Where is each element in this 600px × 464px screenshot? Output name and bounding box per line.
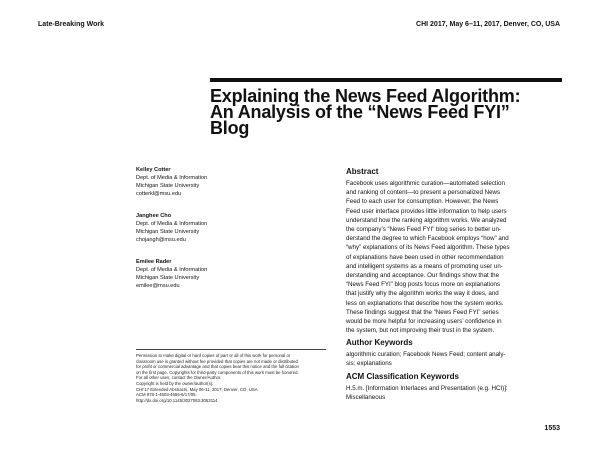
abstract-line: Feed user interface provides little information to help users: [346, 207, 507, 215]
author-block: [136, 212, 296, 244]
title-line: Blog: [210, 118, 250, 138]
acm-line: H.5.m. [Information Interlaces and Presentation (e.g. HCI)]:: [346, 385, 508, 392]
author-keywords-section: [346, 338, 561, 368]
abstract-line: the company’s “News Feed FYI” blog series to better un-: [346, 226, 501, 234]
abstract-line: the system, but not improving their trust in the system.: [346, 327, 495, 335]
abstract-line: derstanding and acceptance. Our findings show that the: [346, 272, 500, 280]
abstract-line: Facebook uses algorithmic curation—automated selection: [346, 180, 505, 187]
abstract-section: [346, 167, 561, 335]
author-block: [136, 258, 296, 290]
acm-line: Miscellaneous: [346, 394, 386, 402]
author-university: Michigan State University: [136, 183, 200, 189]
abstract-line: would be more helpful for increasing users’ confidence in: [346, 318, 502, 326]
author-block: [136, 166, 296, 198]
author-university: Michigan State University: [136, 229, 200, 235]
abstract-line: “why” explanations of its News Feed algorithm. These types: [346, 244, 510, 252]
title-line: An Analysis of the “News Feed FYI”: [210, 102, 510, 122]
abstract-line: Feed to each user for consumption. However, the News: [346, 198, 499, 206]
abstract-heading: Abstract: [346, 167, 379, 176]
author-name: Kelley Cotter: [136, 167, 171, 173]
permission-line: Copyright is held by the owner/author(s).: [136, 380, 214, 386]
permission-line: Permission to make digital or hard copies of part or all of this work for personal or: [136, 353, 291, 358]
abstract-line: of explanations have been used in other recommendation: [346, 253, 504, 261]
author-university: Michigan State University: [136, 275, 200, 281]
keywords-line: algorithmic curation; Facebook News Feed; content analy-: [346, 351, 506, 358]
title-line: Explaining the News Feed Algorithm:: [210, 86, 521, 106]
permission-line: classroom use is granted without fee provided that copies are not made or distributed: [136, 358, 298, 364]
running-header-right: CHI 2017, May 6–11, 2017, Denver, CO, USA: [416, 21, 560, 28]
acm-keywords-heading: ACM Classification Keywords: [346, 372, 459, 381]
author-email: chojangh@msu.edu: [136, 237, 186, 243]
abstract-line: that justify why the algorithm works the way it does, and: [346, 290, 499, 298]
running-header-left: Late-Breaking Work: [38, 21, 104, 28]
paper-title: [210, 88, 570, 136]
author-dept: Dept. of Media & Information: [136, 267, 208, 273]
author-keywords-heading: Author Keywords: [346, 338, 413, 347]
author-name: Emilee Rader: [136, 259, 172, 265]
permission-line: for profit or commercial advantage and that copies bear this notice and the full citation: [136, 364, 299, 370]
permission-line: ACM 978-1-4503-4656-6/17/05.: [136, 392, 197, 398]
permission-line: For all other uses, contact the Owner/Author.: [136, 375, 222, 381]
author-list: [136, 166, 296, 304]
permission-line: http://dx.doi.org/10.1145/3027063.3053114: [136, 397, 218, 403]
author-email: emilee@msu.edu: [136, 283, 180, 289]
title-rule: [210, 78, 562, 82]
permission-line: on the first page. Copyrights for third-party components of this work must be honored.: [136, 369, 299, 375]
page-number: 1553: [544, 425, 560, 432]
author-dept: Dept. of Media & Information: [136, 221, 208, 227]
keywords-line: sis; explanations: [346, 360, 392, 368]
author-email: cotterkl@msu.edu: [136, 191, 182, 197]
abstract-line: derstand the degree to which Facebook employs “how” and: [346, 235, 509, 243]
abstract-line: “News Feed FYI” blog posts focus more on explanations: [346, 281, 501, 289]
abstract-line: less on explanations that describe how the system works.: [346, 299, 504, 307]
abstract-line: and intelligent systems as a means of promoting user un-: [346, 262, 503, 270]
permission-line: CHI'17 Extended Abstracts, May 06-11, 2017, Denver, CO, USA: [136, 386, 258, 392]
author-dept: Dept. of Media & Information: [136, 175, 208, 181]
acm-keywords-section: [346, 372, 561, 402]
abstract-line: These findings suggest that the “News Feed FYI” series: [346, 308, 499, 316]
permission-notice: [136, 349, 326, 403]
abstract-line: understand how the ranking algorithm works. We analyzed: [346, 216, 507, 224]
author-name: Janghee Cho: [136, 213, 172, 219]
abstract-line: and ranking of content—to present a personalized News: [346, 189, 501, 197]
